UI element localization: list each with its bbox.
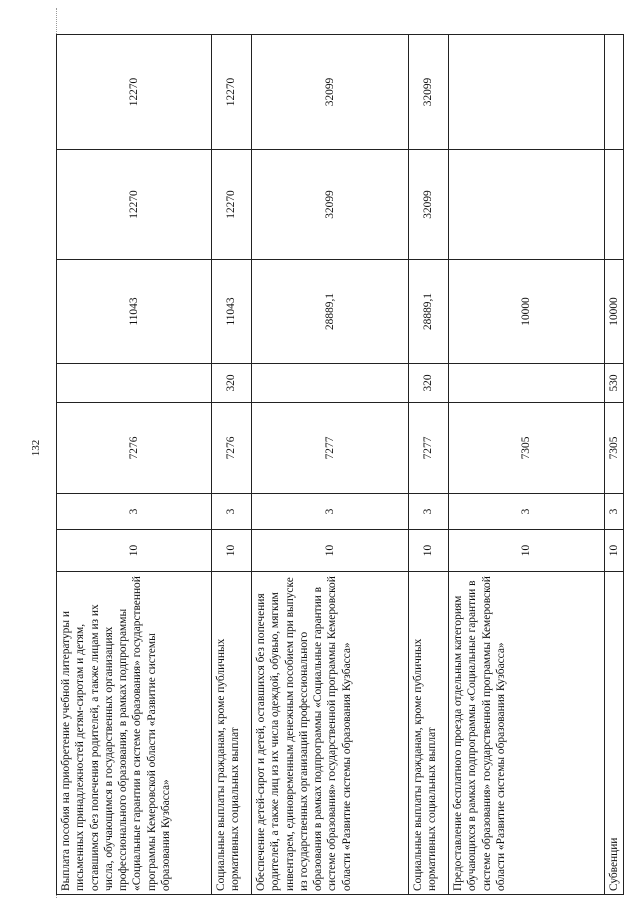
table-row xyxy=(212,35,252,895)
subsection-code: 3 xyxy=(449,494,605,530)
amount-year-2 xyxy=(605,150,624,260)
row-description: Социальные выплаты гражданам, кроме публичных нормативных социальных выплат xyxy=(212,572,252,895)
amount-year-3: 32099 xyxy=(252,35,409,150)
target-article-code: 7277 xyxy=(252,403,409,494)
subsection-code: 3 xyxy=(57,494,212,530)
row-description: Субвенции xyxy=(605,572,624,895)
amount-year-1: 28889,1 xyxy=(252,260,409,364)
table-row xyxy=(449,35,605,895)
page-number: 132 xyxy=(30,439,42,457)
section-code: 10 xyxy=(605,530,624,572)
row-description: Предоставление бесплатного проезда отдельным категориям обучающихся в рамках подпрограммы «Социальные гарантии в системе образования» государственной программы Кемеровской области «Развитие системы образования Кузбасса» xyxy=(449,572,605,895)
table-row xyxy=(409,35,449,895)
expense-type-code: 530 xyxy=(605,364,624,403)
amount-year-2: 32099 xyxy=(409,150,449,260)
amount-year-2: 12270 xyxy=(212,150,252,260)
target-article-code: 7276 xyxy=(212,403,252,494)
amount-year-1: 10000 xyxy=(449,260,605,364)
amount-year-3: 32099 xyxy=(409,35,449,150)
expense-type-code: 320 xyxy=(409,364,449,403)
expense-type-code xyxy=(449,364,605,403)
section-code: 10 xyxy=(212,530,252,572)
section-code: 10 xyxy=(409,530,449,572)
amount-year-2: 12270 xyxy=(57,150,212,260)
amount-year-3 xyxy=(449,35,605,150)
budget-table xyxy=(56,34,624,895)
row-description: Выплата пособия на приобретение учебной литературы и письменных принадлежностей детям-сиротам и детям, оставшимся без попечения родителей, а также лицам из их числа, обучающимся в государственных организациях профессионального образования, в рамках подпрограммы «Социальные гарантии в системе образования» государственной программы Кемеровской области «Развитие системы образования Кузбасса» xyxy=(57,572,212,895)
target-article-code: 7277 xyxy=(409,403,449,494)
target-article-code: 7305 xyxy=(449,403,605,494)
expense-type-code xyxy=(57,364,212,403)
table-row xyxy=(57,35,212,895)
expense-type-code xyxy=(252,364,409,403)
amount-year-2: 32099 xyxy=(252,150,409,260)
table-row xyxy=(605,35,624,895)
amount-year-2 xyxy=(449,150,605,260)
row-description: Социальные выплаты гражданам, кроме публичных нормативных социальных выплат xyxy=(409,572,449,895)
amount-year-3 xyxy=(605,35,624,150)
table-row xyxy=(252,35,409,895)
section-code: 10 xyxy=(449,530,605,572)
amount-year-1: 10000 xyxy=(605,260,624,364)
amount-year-1: 28889,1 xyxy=(409,260,449,364)
subsection-code: 3 xyxy=(252,494,409,530)
amount-year-3: 12270 xyxy=(212,35,252,150)
section-code: 10 xyxy=(57,530,212,572)
expense-type-code: 320 xyxy=(212,364,252,403)
section-code: 10 xyxy=(252,530,409,572)
subsection-code: 3 xyxy=(409,494,449,530)
subsection-code: 3 xyxy=(212,494,252,530)
subsection-code: 3 xyxy=(605,494,624,530)
target-article-code: 7305 xyxy=(605,403,624,494)
amount-year-3: 12270 xyxy=(57,35,212,150)
row-description: Обеспечение детей-сирот и детей, оставшихся без попечения родителей, а также лиц из их числа одеждой, обувью, мягким инвентарем, единовременным денежным пособием при выпуске из государственных организаций профессионального образования в рамках подпрограммы «Социальные гарантии в системе образования» государственной программы Кемеровской области «Развитие системы образования Кузбасса» xyxy=(252,572,409,895)
target-article-code: 7276 xyxy=(57,403,212,494)
rotated-table-wrapper xyxy=(56,35,621,895)
amount-year-1: 11043 xyxy=(57,260,212,364)
amount-year-1: 11043 xyxy=(212,260,252,364)
